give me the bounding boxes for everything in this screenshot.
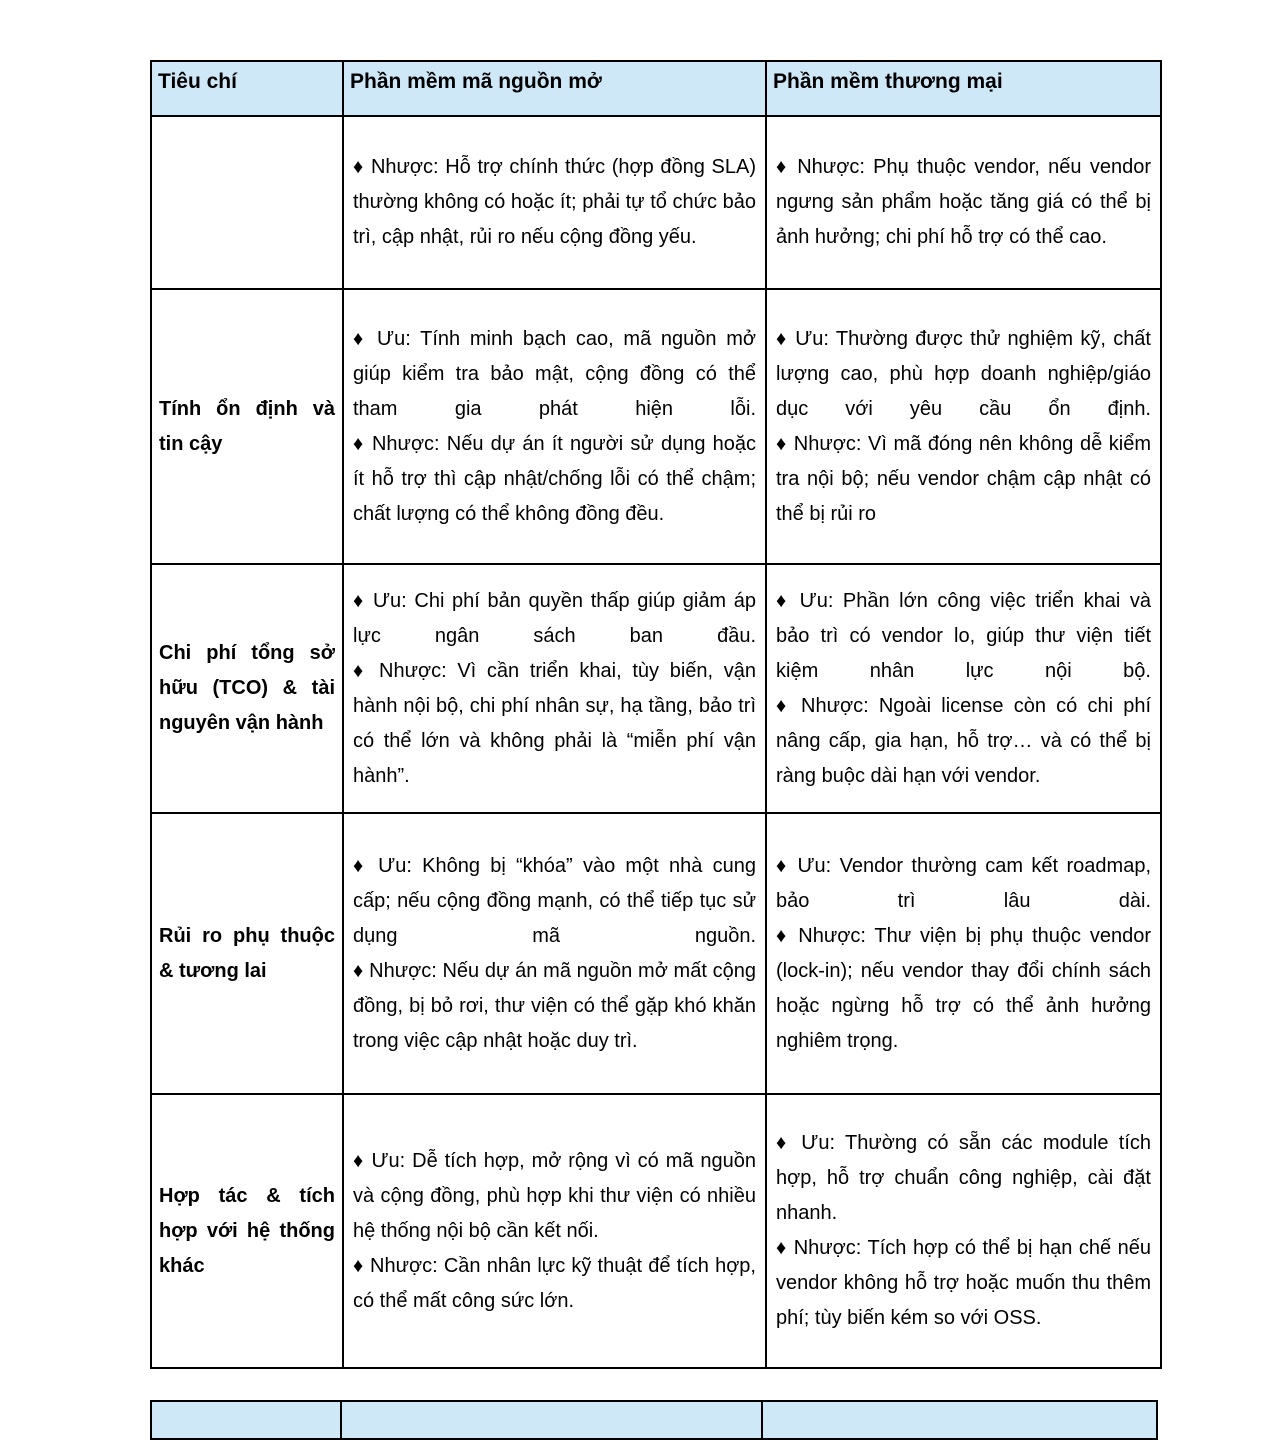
con-paragraph: ♦ Nhược: Cần nhân lực kỹ thuật để tích hợp, có thể mất công sức lớn. — [353, 1254, 756, 1312]
pro-paragraph: ♦ Ưu: Không bị “khóa” vào một nhà cung cấp; nếu cộng đồng mạnh, có thể tiếp tục sử dụng mã nguồn. — [353, 854, 756, 947]
pro-paragraph: ♦ Ưu: Dễ tích hợp, mở rộng vì có mã nguồn và cộng đồng, phù hợp khi thư viện có nhiều hệ thống nội bộ cần kết nối. — [353, 1149, 756, 1242]
pro-paragraph: ♦ Ưu: Tính minh bạch cao, mã nguồn mở giúp kiểm tra bảo mật, cộng đồng có thể tham gia phát hiện lỗi. — [353, 327, 756, 420]
con-paragraph: ♦ Nhược: Nếu dự án mã nguồn mở mất cộng đồng, bị bỏ rơi, thư viện có thể gặp khó khăn trong việc cập nhật hoặc duy trì. — [353, 959, 756, 1052]
pro-paragraph: ♦ Ưu: Thường được thử nghiệm kỹ, chất lượng cao, phù hợp doanh nghiệp/giáo dục với yêu cầu ổn định. — [776, 327, 1151, 420]
con-paragraph: ♦ Nhược: Ngoài license còn có chi phí nâng cấp, gia hạn, hỗ trợ… và có thể bị ràng buộc dài hạn với vendor. — [776, 694, 1151, 787]
criteria-cell: Chi phí tổng sở hữu (TCO) & tài nguyên vận hành — [151, 564, 343, 813]
pro-paragraph: ♦ Ưu: Thường có sẵn các module tích hợp, hỗ trợ chuẩn công nghiệp, cài đặt nhanh. — [776, 1132, 1151, 1224]
commercial-cell — [766, 289, 1161, 564]
table-row — [151, 813, 1161, 1094]
criteria-cell — [151, 116, 343, 289]
criteria-cell: Hợp tác & tích hợp với hệ thống khác — [151, 1094, 343, 1368]
criteria-cell: Rủi ro phụ thuộc & tương lai — [151, 813, 343, 1094]
commercial-cell — [766, 116, 1161, 289]
commercial-cell — [766, 564, 1161, 813]
criteria-cell: Tính ổn định và tin cậy — [151, 289, 343, 564]
pro-paragraph: ♦ Ưu: Phần lớn công việc triển khai và bảo trì có vendor lo, giúp thư viện tiết kiệm nhân lực nội bộ. — [776, 589, 1151, 682]
con-paragraph: ♦ Nhược: Nếu dự án ít người sử dụng hoặc ít hỗ trợ thì cập nhật/chống lỗi có thể chậm; chất lượng có thể không đồng đều. — [353, 432, 756, 525]
table-row — [151, 564, 1161, 813]
open-source-cell — [343, 1094, 766, 1368]
next-page-header-cell — [150, 1400, 342, 1440]
commercial-cell — [766, 813, 1161, 1094]
table-row — [151, 289, 1161, 564]
header-cell-open-source: Phần mềm mã nguồn mở — [343, 61, 766, 116]
header-cell-criteria: Tiêu chí — [151, 61, 343, 116]
open-source-cell — [343, 564, 766, 813]
table-row — [151, 116, 1161, 289]
table-row — [151, 1094, 1161, 1368]
open-source-cell — [343, 116, 766, 289]
next-page-header-row — [150, 1400, 1160, 1440]
con-paragraph: ♦ Nhược: Tích hợp có thể bị hạn chế nếu vendor không hỗ trợ hoặc muốn thu thêm phí; tùy biến kém so với OSS. — [776, 1237, 1151, 1329]
open-source-cell — [343, 813, 766, 1094]
open-source-cell — [343, 289, 766, 564]
con-paragraph: ♦ Nhược: Phụ thuộc vendor, nếu vendor ngưng sản phẩm hoặc tăng giá có thể bị ảnh hưởng; chi phí hỗ trợ có thể cao. — [776, 156, 1151, 248]
next-page-header-cell — [761, 1400, 1158, 1440]
commercial-cell — [766, 1094, 1161, 1368]
comparison-table — [150, 60, 1162, 1369]
con-paragraph: ♦ Nhược: Vì cần triển khai, tùy biến, vận hành nội bộ, chi phí nhân sự, hạ tầng, bảo trì có thể lớn và không phải là “miễn phí vận hành”. — [353, 659, 756, 787]
con-paragraph: ♦ Nhược: Thư viện bị phụ thuộc vendor (lock-in); nếu vendor thay đổi chính sách hoặc ngừng hỗ trợ có thể ảnh hưởng nghiêm trọng. — [776, 924, 1151, 1052]
header-cell-commercial: Phần mềm thương mại — [766, 61, 1161, 116]
next-page-header-cell — [340, 1400, 763, 1440]
con-paragraph: ♦ Nhược: Vì mã đóng nên không dễ kiểm tra nội bộ; nếu vendor chậm cập nhật có thể bị rủi ro — [776, 432, 1151, 525]
pro-paragraph: ♦ Ưu: Vendor thường cam kết roadmap, bảo trì lâu dài. — [776, 854, 1151, 912]
header-row — [151, 61, 1161, 116]
con-paragraph: ♦ Nhược: Hỗ trợ chính thức (hợp đồng SLA) thường không có hoặc ít; phải tự tổ chức bảo trì, cập nhật, rủi ro nếu cộng đồng yếu. — [353, 156, 756, 248]
pro-paragraph: ♦ Ưu: Chi phí bản quyền thấp giúp giảm áp lực ngân sách ban đầu. — [353, 589, 756, 647]
